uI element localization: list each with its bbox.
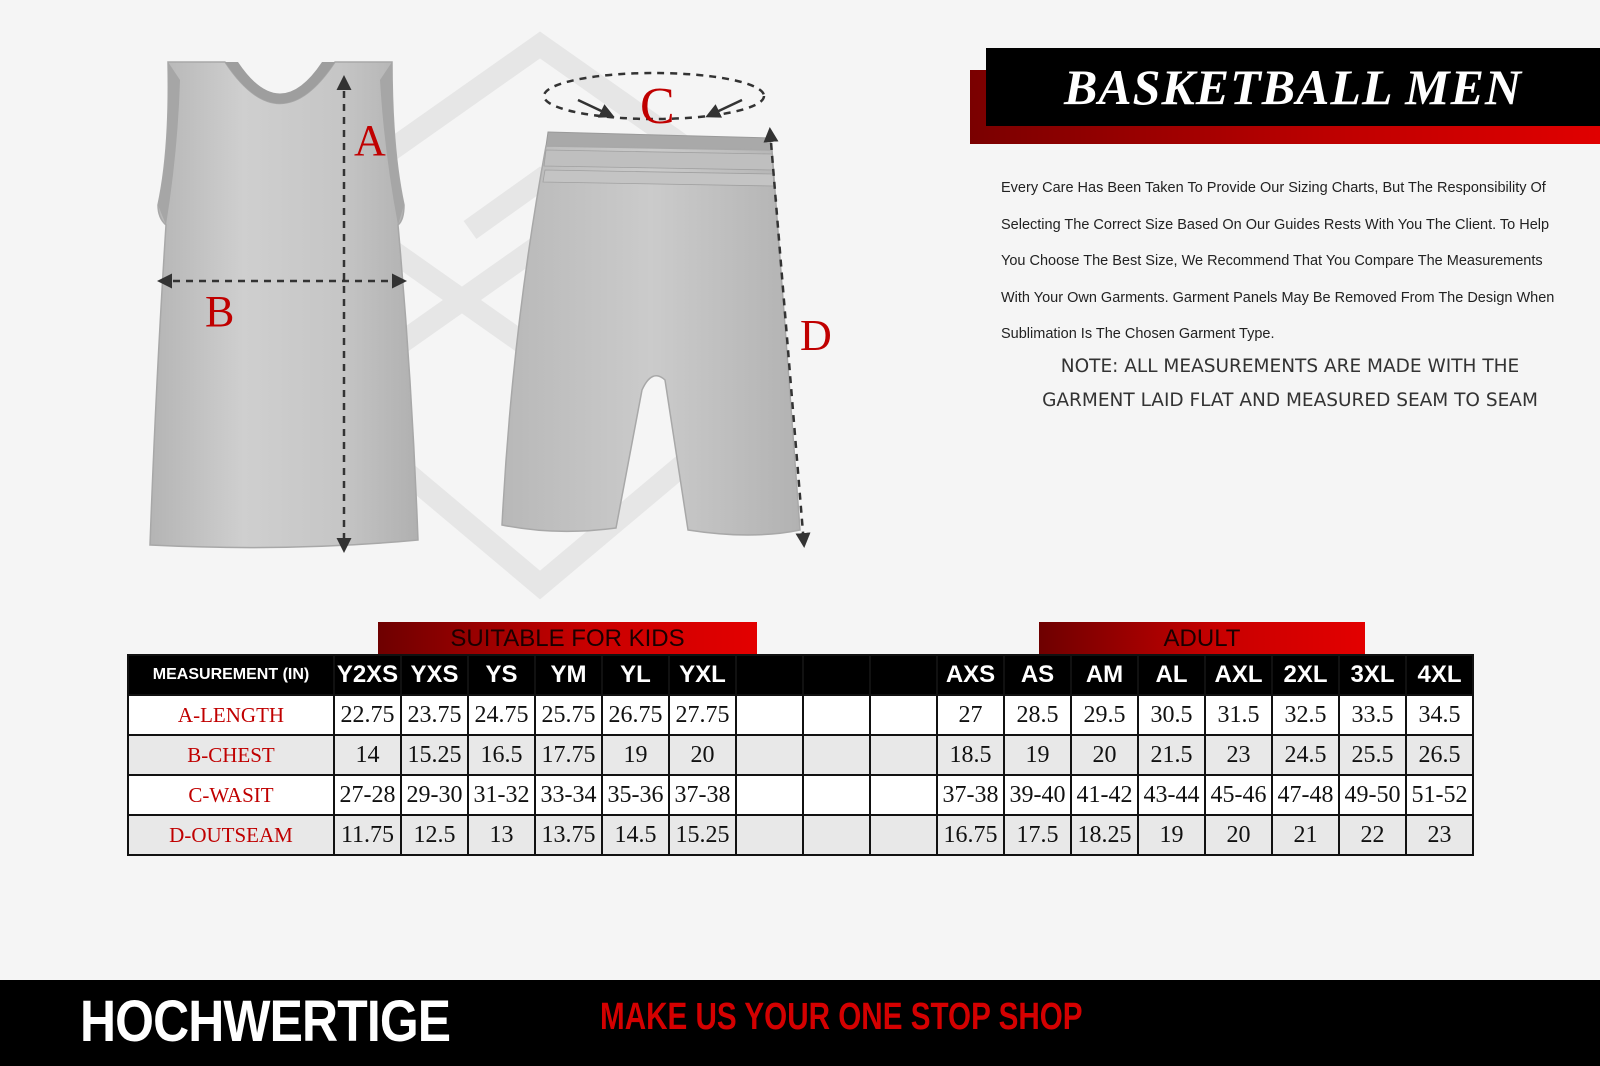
table-cell: 23 [1406, 815, 1473, 855]
table-cell: 27-28 [334, 775, 401, 815]
table-cell: 25.5 [1339, 735, 1406, 775]
size-header: YL [602, 655, 669, 695]
row-label: A-LENGTH [128, 695, 334, 735]
disclaimer-line: Selecting The Correct Size Based On Our Guides Rests With You The Client. To Help [1001, 216, 1550, 233]
table-cell: 33.5 [1339, 695, 1406, 735]
table-row [128, 815, 1473, 855]
table-cell: 20 [1071, 735, 1138, 775]
table-cell: 29.5 [1071, 695, 1138, 735]
table-cell: 17.75 [535, 735, 602, 775]
disclaimer-line: With Your Own Garments. Garment Panels May Be Removed From The Design When [1001, 289, 1555, 306]
table-row [128, 775, 1473, 815]
table-cell: 37-38 [669, 775, 736, 815]
table-cell: 25.75 [535, 695, 602, 735]
note-line: GARMENT LAID FLAT AND MEASURED SEAM TO SEAM [1042, 390, 1538, 411]
table-cell: 43-44 [1138, 775, 1205, 815]
table-cell: 20 [669, 735, 736, 775]
page-title: BASKETBALL MEN [1063, 59, 1523, 115]
measurement-note [990, 350, 1590, 418]
table-cell: 34.5 [1406, 695, 1473, 735]
size-header: 4XL [1406, 655, 1473, 695]
empty-cell [870, 815, 937, 855]
table-header-row [128, 655, 1473, 695]
table-cell: 19 [1138, 815, 1205, 855]
table-cell: 33-34 [535, 775, 602, 815]
table-cell: 18.25 [1071, 815, 1138, 855]
empty-cell [803, 735, 870, 775]
size-header: AS [1004, 655, 1071, 695]
size-header: YXS [401, 655, 468, 695]
table-cell: 51-52 [1406, 775, 1473, 815]
size-header: AL [1138, 655, 1205, 695]
table-cell: 26.75 [602, 695, 669, 735]
table-cell: 21.5 [1138, 735, 1205, 775]
table-cell: 37-38 [937, 775, 1004, 815]
table-cell: 15.25 [669, 815, 736, 855]
table-cell: 27 [937, 695, 1004, 735]
table-cell: 13 [468, 815, 535, 855]
sizing-disclaimer [1001, 176, 1591, 359]
table-cell: 39-40 [1004, 775, 1071, 815]
size-header: YS [468, 655, 535, 695]
table-cell: 24.75 [468, 695, 535, 735]
marker-a: A [354, 116, 386, 165]
empty-cell [736, 775, 803, 815]
table-cell: 24.5 [1272, 735, 1339, 775]
table-cell: 13.75 [535, 815, 602, 855]
empty-cell [803, 775, 870, 815]
footer-bar [0, 980, 1600, 1066]
table-cell: 35-36 [602, 775, 669, 815]
marker-d: D [800, 311, 832, 360]
size-header: YM [535, 655, 602, 695]
brand-logo: HOCHWERTIGE [80, 989, 451, 1054]
table-cell: 45-46 [1205, 775, 1272, 815]
table-cell: 16.5 [468, 735, 535, 775]
empty-cell [803, 695, 870, 735]
table-row [128, 735, 1473, 775]
table-cell: 22 [1339, 815, 1406, 855]
table-cell: 19 [602, 735, 669, 775]
garment-illustration [0, 0, 940, 610]
table-cell: 49-50 [1339, 775, 1406, 815]
size-header: AM [1071, 655, 1138, 695]
size-header: 3XL [1339, 655, 1406, 695]
row-label: D-OUTSEAM [128, 815, 334, 855]
table-cell: 16.75 [937, 815, 1004, 855]
table-cell: 31.5 [1205, 695, 1272, 735]
table-cell: 19 [1004, 735, 1071, 775]
empty-cell [870, 735, 937, 775]
table-cell: 12.5 [401, 815, 468, 855]
empty-cell [736, 815, 803, 855]
title-black-box [986, 48, 1600, 126]
disclaimer-line: Every Care Has Been Taken To Provide Our Sizing Charts, But The Responsibility Of [1001, 180, 1546, 196]
size-header: AXS [937, 655, 1004, 695]
table-cell: 20 [1205, 815, 1272, 855]
empty-cell [736, 735, 803, 775]
row-label: C-WASIT [128, 775, 334, 815]
empty-header [803, 655, 870, 695]
table-cell: 14.5 [602, 815, 669, 855]
size-header: Y2XS [334, 655, 401, 695]
row-label: B-CHEST [128, 735, 334, 775]
adult-group-banner: ADULT [1039, 622, 1365, 656]
measurement-header: MEASUREMENT (IN) [128, 655, 334, 695]
slogan: MAKE US YOUR ONE STOP SHOP [600, 996, 1083, 1038]
note-line: NOTE: ALL MEASUREMENTS ARE MADE WITH THE [1060, 356, 1520, 377]
table-cell: 23.75 [401, 695, 468, 735]
table-cell: 22.75 [334, 695, 401, 735]
table-row [128, 695, 1473, 735]
table-cell: 23 [1205, 735, 1272, 775]
table-cell: 17.5 [1004, 815, 1071, 855]
table-cell: 31-32 [468, 775, 535, 815]
table-cell: 11.75 [334, 815, 401, 855]
table-cell: 26.5 [1406, 735, 1473, 775]
disclaimer-line: You Choose The Best Size, We Recommend That You Compare The Measurements [1001, 253, 1543, 269]
disclaimer-line: Sublimation Is The Chosen Garment Type. [1001, 326, 1275, 342]
size-header: 2XL [1272, 655, 1339, 695]
empty-cell [870, 695, 937, 735]
table-cell: 18.5 [937, 735, 1004, 775]
size-header: AXL [1205, 655, 1272, 695]
shorts-illustration [502, 132, 800, 535]
kids-group-banner: SUITABLE FOR KIDS [378, 622, 757, 656]
empty-cell [870, 775, 937, 815]
table-cell: 41-42 [1071, 775, 1138, 815]
size-header: YXL [669, 655, 736, 695]
table-cell: 27.75 [669, 695, 736, 735]
empty-header [870, 655, 937, 695]
table-cell: 28.5 [1004, 695, 1071, 735]
table-cell: 15.25 [401, 735, 468, 775]
size-chart-table [127, 654, 1474, 856]
marker-b: B [205, 287, 235, 336]
table-cell: 29-30 [401, 775, 468, 815]
empty-cell [803, 815, 870, 855]
table-cell: 21 [1272, 815, 1339, 855]
empty-cell [736, 695, 803, 735]
table-cell: 32.5 [1272, 695, 1339, 735]
table-cell: 30.5 [1138, 695, 1205, 735]
table-cell: 14 [334, 735, 401, 775]
table-cell: 47-48 [1272, 775, 1339, 815]
empty-header [736, 655, 803, 695]
marker-c: C [640, 78, 675, 135]
title-banner [970, 48, 1600, 144]
